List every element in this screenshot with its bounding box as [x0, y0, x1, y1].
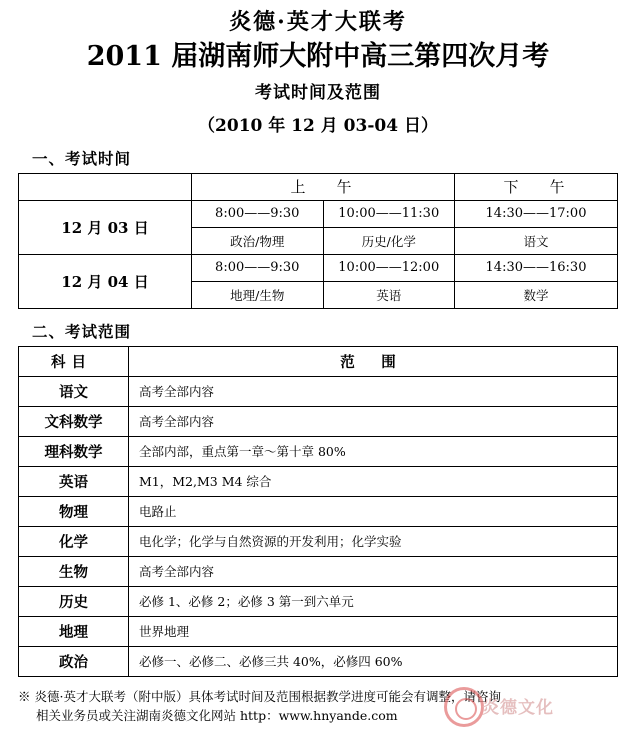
scope-subject-7: 历史	[19, 586, 129, 616]
footnote-line-1: ※ 炎德·英才大联考（附中版）具体考试时间及范围根据教学进度可能会有调整，请咨询	[18, 688, 501, 704]
scope-range-8: 世界地理	[129, 616, 618, 646]
scope-range-4: 电路止	[129, 496, 618, 526]
table-row	[19, 406, 618, 436]
time-row-2-subject-1: 地理/生物	[192, 281, 324, 308]
scope-header-range: 范 围	[129, 346, 618, 376]
exam-scope-table	[18, 346, 618, 677]
exam-time-table	[18, 173, 618, 309]
time-row-1-subject-3: 语文	[455, 227, 618, 254]
table-row	[19, 346, 618, 376]
scope-range-0: 高考全部内容	[129, 376, 618, 406]
document-header	[18, 0, 618, 136]
time-row-1-subject-1: 政治/物理	[192, 227, 324, 254]
scope-range-3: M1，M2,M3 M4 综合	[129, 466, 618, 496]
scope-range-1: 高考全部内容	[129, 406, 618, 436]
table-row	[19, 586, 618, 616]
table-row	[19, 436, 618, 466]
table-row	[19, 526, 618, 556]
time-row-2-slot-1: 8:00——9:30	[192, 254, 324, 281]
time-table-header-afternoon: 下 午	[455, 173, 618, 200]
watermark-text: 炎德文化	[482, 698, 554, 719]
time-row-2-subject-2: 英语	[323, 281, 455, 308]
section-title-exam-time: 一、考试时间	[32, 148, 132, 168]
section-title-exam-scope: 二、考试范围	[32, 321, 132, 341]
time-row-1-slot-1: 8:00——9:30	[192, 200, 324, 227]
time-table-corner-cell	[19, 173, 192, 200]
time-row-1-slot-3: 14:30——17:00	[455, 200, 618, 227]
scope-subject-1: 文科数学	[19, 406, 129, 436]
time-row-date-2: 12 月 04 日	[19, 254, 192, 308]
scope-subject-4: 物理	[19, 496, 129, 526]
time-row-2-subject-3: 数学	[455, 281, 618, 308]
scope-range-2: 全部内部，重点第一章～第十章 80%	[129, 436, 618, 466]
scope-subject-6: 生物	[19, 556, 129, 586]
table-row	[19, 376, 618, 406]
table-row	[19, 616, 618, 646]
scope-header-subject: 科目	[19, 346, 129, 376]
footnote-line-2: 相关业务员或关注湖南炎德文化网站 http：www.hnyande.com	[36, 707, 398, 723]
scope-subject-9: 政治	[19, 646, 129, 676]
table-row	[19, 556, 618, 586]
time-row-date-1: 12 月 03 日	[19, 200, 192, 254]
table-row	[19, 173, 618, 200]
table-row	[19, 496, 618, 526]
scope-range-6: 高考全部内容	[129, 556, 618, 586]
table-row	[19, 466, 618, 496]
time-row-2-slot-2: 10:00——12:00	[323, 254, 455, 281]
time-row-1-slot-2: 10:00——11:30	[323, 200, 455, 227]
brand-title: 炎德·英才大联考	[229, 9, 407, 35]
exam-date-range: （2010 年 12 月 03-04 日）	[198, 115, 438, 136]
scope-subject-0: 语文	[19, 376, 129, 406]
scope-range-5: 电化学；化学与自然资源的开发利用；化学实验	[129, 526, 618, 556]
footnote	[18, 687, 618, 726]
exam-subtitle: 考试时间及范围	[255, 82, 381, 103]
time-row-1-subject-2: 历史/化学	[323, 227, 455, 254]
table-row	[19, 646, 618, 676]
time-table-header-morning: 上 午	[192, 173, 455, 200]
table-row	[19, 200, 618, 227]
scope-range-9: 必修一、必修二、必修三共 40%，必修四 60%	[129, 646, 618, 676]
scope-subject-2: 理科数学	[19, 436, 129, 466]
scope-range-7: 必修 1、必修 2；必修 3 第一到六单元	[129, 586, 618, 616]
scope-subject-3: 英语	[19, 466, 129, 496]
scope-subject-8: 地理	[19, 616, 129, 646]
exam-title: 2011 届湖南师大附中高三第四次月考	[86, 40, 550, 72]
table-row	[19, 254, 618, 281]
time-row-2-slot-3: 14:30——16:30	[455, 254, 618, 281]
scope-subject-5: 化学	[19, 526, 129, 556]
